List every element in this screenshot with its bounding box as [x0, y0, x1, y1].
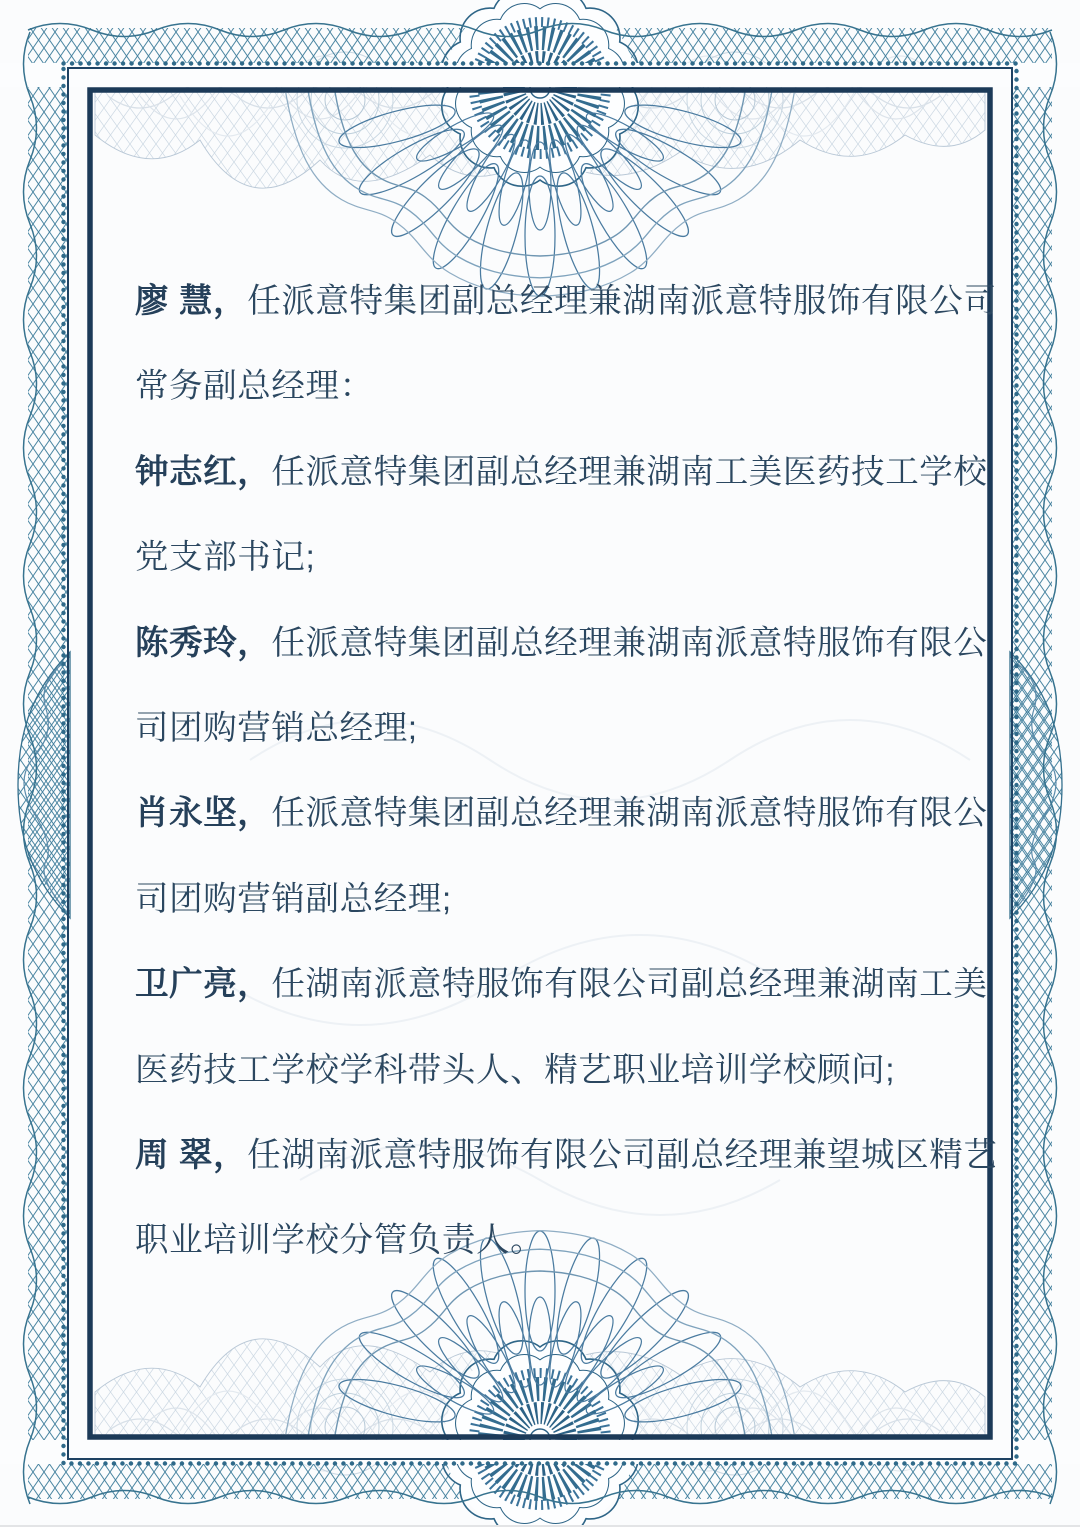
document-line	[135, 686, 965, 771]
line-text: 任湖南派意特服饰有限公司副总经理兼湖南工美	[271, 966, 988, 1004]
person-name: 钟志红，	[135, 453, 272, 491]
document-line	[135, 515, 965, 600]
person-name: 周 翠，	[135, 1136, 248, 1174]
bottom-strip	[0, 1440, 1080, 1464]
person-name: 卫广亮，	[135, 966, 272, 1004]
document-line	[135, 1113, 998, 1198]
appointment-text	[135, 259, 998, 1284]
document-line	[135, 857, 965, 942]
document-line	[135, 259, 998, 344]
person-name: 陈秀玲，	[135, 624, 272, 662]
line-text: 任湖南派意特服饰有限公司副总经理兼望城区精艺	[247, 1136, 998, 1174]
line-text: 职业培训学校分管负责人。	[135, 1222, 545, 1260]
line-text: 司团购营销副总经理;	[135, 880, 452, 918]
line-text: 司团购营销总经理;	[135, 709, 418, 747]
document-line	[135, 344, 965, 429]
top-strip	[0, 63, 1080, 87]
person-name: 肖永坚，	[135, 795, 272, 833]
document-line	[135, 430, 988, 515]
line-text: 任派意特集团副总经理兼湖南派意特服饰有限公	[271, 795, 988, 833]
line-text: 常务副总经理：	[135, 368, 374, 406]
line-text: 任派意特集团副总经理兼湖南派意特服饰有限公司	[247, 283, 998, 320]
line-text: 党支部书记;	[135, 539, 316, 577]
document-line	[135, 1028, 965, 1113]
line-text: 医药技工学校学科带头人、精艺职业培训学校顾问;	[135, 1051, 896, 1089]
document-line	[135, 1198, 965, 1283]
document-line	[135, 771, 988, 856]
line-text: 任派意特集团副总经理兼湖南派意特服饰有限公	[271, 624, 988, 662]
document-line	[135, 942, 988, 1027]
line-text: 任派意特集团副总经理兼湖南工美医药技工学校	[271, 453, 988, 491]
document-line	[135, 601, 988, 686]
person-name: 廖 慧，	[135, 283, 248, 320]
